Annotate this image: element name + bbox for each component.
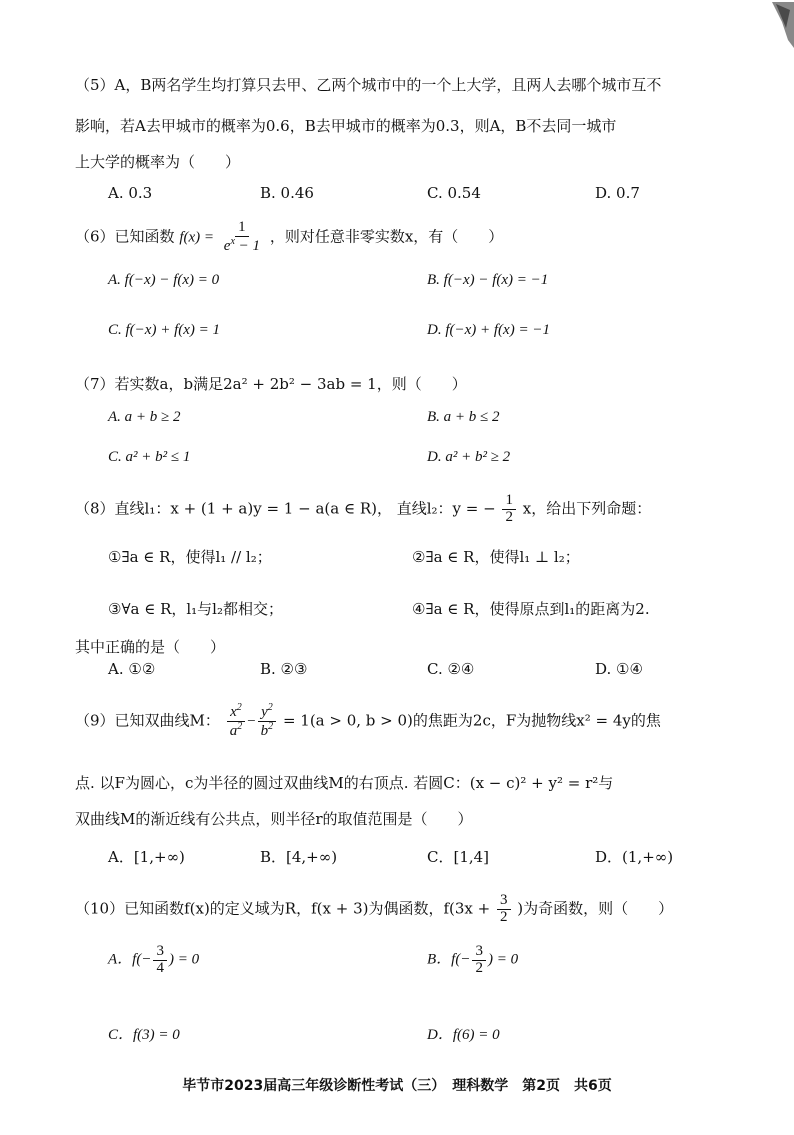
q8-prop-1: ①∃a ∈ R，使得l₁ // l₂； — [108, 548, 272, 566]
q8-stem-a: （8）直线l₁：x + (1 + a)y = 1 − a(a ∈ R)， 直线l₂：y = − — [75, 499, 496, 518]
q10-fraction-stem: $\frac{3}{2}$ — [497, 893, 511, 926]
q6-option-c: C. f(−x) + f(x) = 1 — [108, 322, 221, 338]
q7-option-d: D. a² + b² ≥ 2 — [427, 449, 511, 465]
q8-prop-3: ③∀a ∈ R，l₁与l₂都相交； — [108, 600, 283, 618]
q10-option-a-fraction: $\frac{3}{4}$ — [153, 944, 167, 977]
q5-line-2: 影响，若A去甲城市的概率为0.6，B去甲城市的概率为0.3，则A，B不去同一城市 — [75, 117, 617, 135]
q5-option-d: D. 0.7 — [595, 184, 640, 202]
q9-fraction-y: $\frac{y^2}{b^2}$ — [258, 703, 277, 740]
q6-option-d: D. f(−x) + f(x) = −1 — [427, 322, 550, 338]
q6-suffix: ，则对任意非零实数x，有（ ） — [269, 227, 504, 246]
q9-line-2: 点. 以F为圆心，c为半径的圆过双曲线M的右顶点. 若圆C：(x − c)² + y² = r²与 — [75, 774, 614, 792]
page-footer: 毕节市2023届高三年级诊断性考试（三） 理科数学 第2页 共6页 — [182, 1078, 612, 1094]
q7-option-b: B. a + b ≤ 2 — [427, 409, 500, 425]
q5-line-1: （5）A，B两名学生均打算只去甲、乙两个城市中的一个上大学，且两人去哪个城市互不 — [75, 76, 662, 94]
q5-option-a: A. 0.3 — [108, 184, 153, 202]
q6-stem — [75, 220, 503, 255]
q5-option-c: C. 0.54 — [427, 184, 481, 202]
q10-stem-b: )为奇函数，则（ ） — [517, 899, 674, 918]
q8-prop-2: ②∃a ∈ R，使得l₁ ⊥ l₂； — [412, 548, 580, 566]
q9-option-d: D．(1,+∞) — [595, 848, 674, 866]
q8-option-c: C. ②④ — [427, 660, 475, 678]
q8-option-a: A. ①② — [108, 660, 156, 678]
q7-stem: （7）若实数a，b满足2a² + 2b² − 3ab = 1，则（ ） — [75, 375, 467, 393]
q6-function: f(x) = — [179, 229, 215, 246]
q7-option-a: A. a + b ≥ 2 — [108, 409, 181, 425]
q8-ask: 其中正确的是（ ） — [75, 638, 226, 656]
q10-option-a — [108, 944, 199, 977]
q8-prop-4: ④∃a ∈ R，使得原点到l₁的距离为2. — [412, 600, 650, 618]
q8-fraction: $\frac{1}{2}$ — [502, 493, 516, 526]
q6-fraction: $\frac{1}{e^x - 1}$ — [223, 219, 261, 254]
q9-line-1: （9）已知双曲线M： $\frac{x^2}{a^2}$ − $\frac{y^2}{b^2}$ = 1(a > 0, b > 0)的焦距为2c，F为抛物线x² = 4y的焦 — [75, 702, 661, 739]
page-corner-scan-mark — [764, 0, 794, 50]
q8-stem — [75, 493, 651, 526]
q8-option-b: B. ②③ — [260, 660, 308, 678]
q5-line-3: 上大学的概率为（ ） — [75, 153, 241, 171]
q10-option-b-tail: ) = 0 — [487, 951, 519, 968]
q10-option-b — [427, 944, 518, 977]
q5-option-b: B. 0.46 — [260, 184, 314, 202]
q9-line-1-a: （9）已知双曲线M： — [75, 711, 220, 730]
q8-stem-b: x，给出下列命题： — [522, 499, 652, 518]
q7-option-c: C. a² + b² ≤ 1 — [108, 449, 191, 465]
q10-option-c: C．f(3) = 0 — [108, 1027, 180, 1043]
q9-line-1-b: = 1(a > 0, b > 0)的焦距为2c，F为抛物线x² = 4y的焦 — [282, 711, 661, 730]
q10-option-a-label: A．f(− — [108, 951, 152, 968]
q9-option-c: C．[1,4] — [427, 848, 490, 866]
q9-option-a: A．[1,+∞) — [108, 848, 185, 866]
q9-option-b: B．[4,+∞) — [260, 848, 338, 866]
q6-option-b: B. f(−x) − f(x) = −1 — [427, 272, 549, 288]
q8-option-d: D. ①④ — [595, 660, 643, 678]
q10-option-b-label: B．f(− — [427, 951, 471, 968]
q6-option-a: A. f(−x) − f(x) = 0 — [108, 272, 220, 288]
q6-prefix: （6）已知函数 — [75, 227, 175, 246]
q10-option-d: D．f(6) = 0 — [427, 1027, 500, 1043]
q10-option-a-tail: ) = 0 — [168, 951, 200, 968]
q10-stem-a: （10）已知函数f(x)的定义域为R，f(x + 3)为偶函数，f(3x + — [75, 899, 491, 918]
q10-stem — [75, 893, 673, 926]
q9-fraction-x: $\frac{x^2}{a^2}$ — [227, 703, 246, 740]
q9-line-3: 双曲线M的渐近线有公共点，则半径r的取值范围是（ ） — [75, 810, 473, 828]
q10-option-b-fraction: $\frac{3}{2}$ — [472, 944, 486, 977]
